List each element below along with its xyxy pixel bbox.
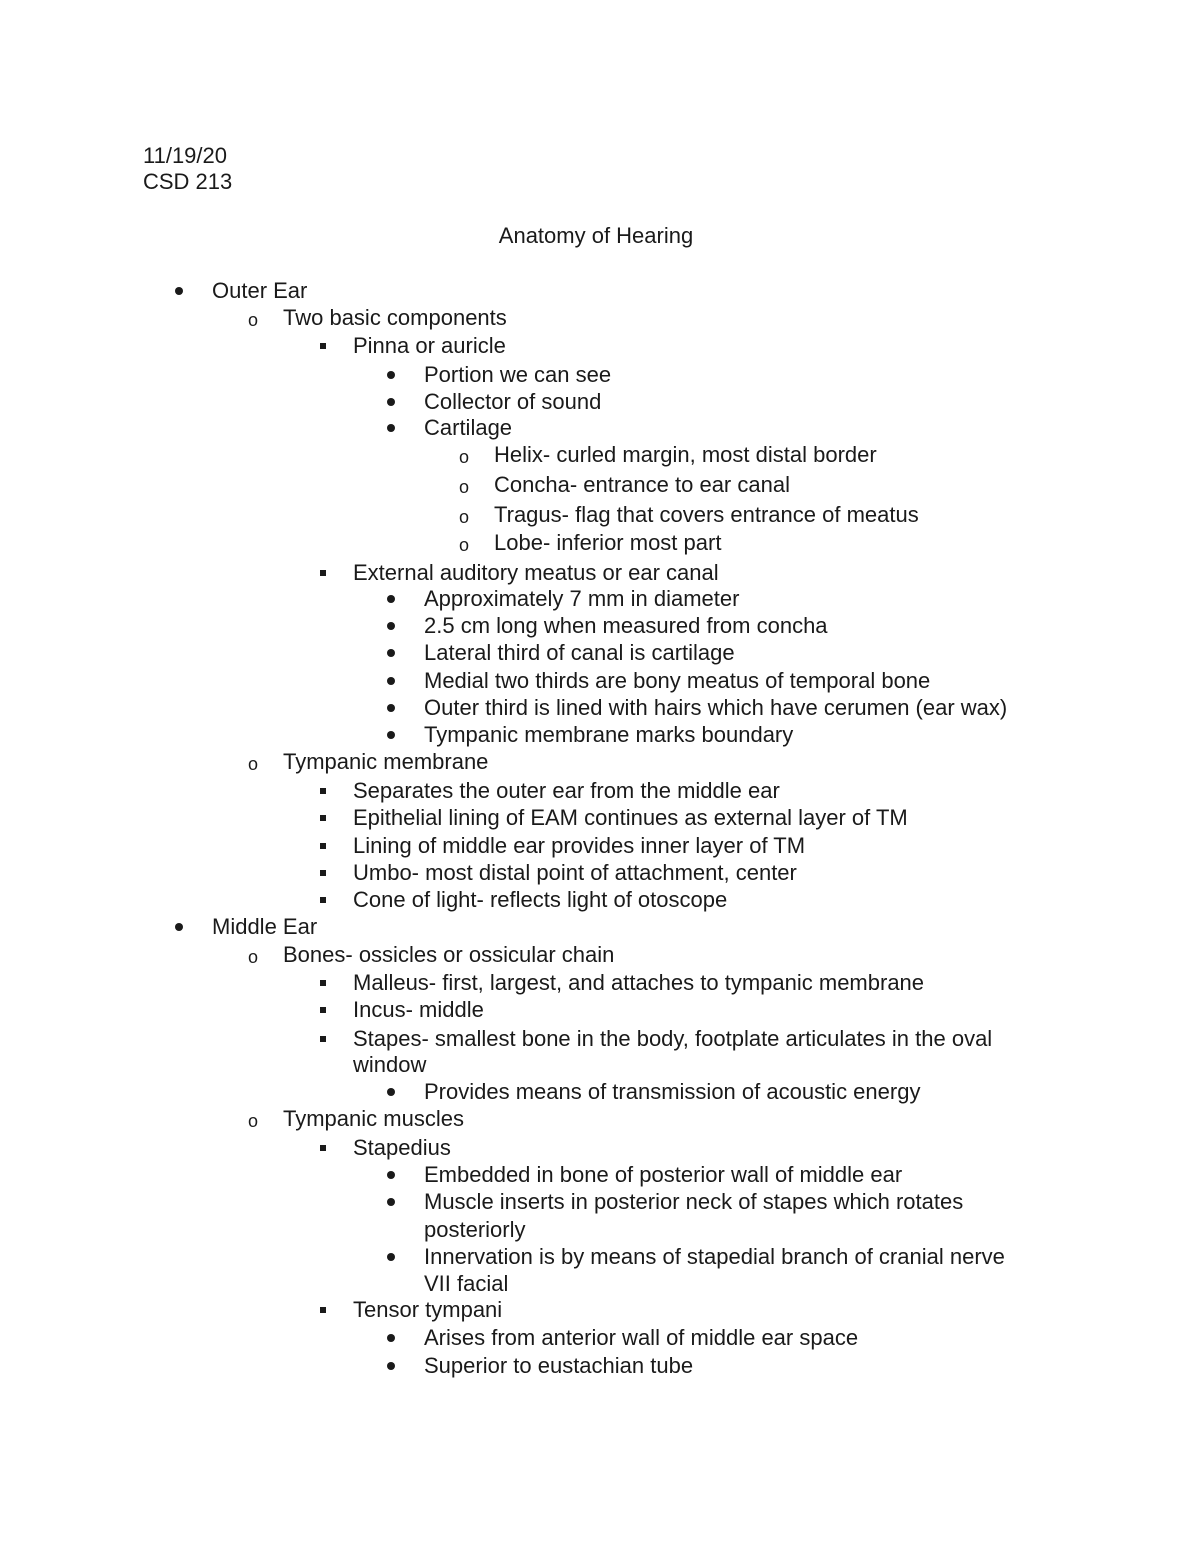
list-item: Medial two thirds are bony meatus of temporal bone — [424, 668, 931, 693]
document-title: Anatomy of Hearing — [498, 223, 694, 248]
list-item: Outer Ear — [212, 278, 308, 303]
square-bullet-icon — [320, 570, 326, 576]
square-bullet-icon — [320, 788, 326, 794]
list-item: Cone of light- reflects light of otoscope — [353, 887, 728, 912]
list-item: Pinna or auricle — [353, 333, 506, 358]
circle-bullet-icon: o — [459, 535, 470, 555]
list-item: Concha- entrance to ear canal — [494, 472, 790, 497]
circle-bullet-icon: o — [248, 754, 259, 774]
disc-bullet-icon — [175, 287, 183, 295]
disc-bullet-icon — [387, 1198, 395, 1206]
list-item: Outer third is lined with hairs which have cerumen (ear wax) — [424, 695, 1008, 720]
square-bullet-icon — [320, 343, 326, 349]
date: 11/19/20 — [143, 143, 228, 168]
disc-bullet-icon — [387, 595, 395, 603]
list-item: Embedded in bone of posterior wall of middle ear — [424, 1162, 903, 1187]
course-code: CSD 213 — [143, 169, 233, 194]
list-item: Muscle inserts in posterior neck of stapes which rotates — [424, 1189, 964, 1214]
square-bullet-icon — [320, 870, 326, 876]
list-item: Lining of middle ear provides inner layer of TM — [353, 833, 806, 858]
square-bullet-icon — [320, 815, 326, 821]
circle-bullet-icon: o — [459, 507, 470, 527]
list-item: Incus- middle — [353, 997, 484, 1022]
disc-bullet-icon — [387, 1362, 395, 1370]
disc-bullet-icon — [387, 649, 395, 657]
disc-bullet-icon — [387, 1171, 395, 1179]
square-bullet-icon — [320, 980, 326, 986]
list-item: window — [353, 1052, 427, 1077]
disc-bullet-icon — [387, 731, 395, 739]
list-item: Innervation is by means of stapedial branch of cranial nerve — [424, 1244, 1005, 1269]
list-item: Approximately 7 mm in diameter — [424, 586, 740, 611]
disc-bullet-icon — [175, 923, 183, 931]
list-item: Tympanic membrane marks boundary — [424, 722, 794, 747]
disc-bullet-icon — [387, 677, 395, 685]
list-item: Lateral third of canal is cartilage — [424, 640, 735, 665]
square-bullet-icon — [320, 1307, 326, 1313]
circle-bullet-icon: o — [248, 310, 259, 330]
list-item: Tympanic muscles — [283, 1106, 464, 1131]
list-item: Umbo- most distal point of attachment, center — [353, 860, 797, 885]
list-item: Bones- ossicles or ossicular chain — [283, 942, 615, 967]
list-item: Malleus- first, largest, and attaches to tympanic membrane — [353, 970, 925, 995]
disc-bullet-icon — [387, 371, 395, 379]
disc-bullet-icon — [387, 704, 395, 712]
list-item: Tensor tympani — [353, 1297, 503, 1322]
circle-bullet-icon: o — [459, 447, 470, 467]
disc-bullet-icon — [387, 1088, 395, 1096]
square-bullet-icon — [320, 897, 326, 903]
list-item: Cartilage — [424, 415, 513, 440]
list-item: Epithelial lining of EAM continues as external layer of TM — [353, 805, 908, 830]
square-bullet-icon — [320, 1007, 326, 1013]
disc-bullet-icon — [387, 1253, 395, 1261]
disc-bullet-icon — [387, 398, 395, 406]
list-item: Tragus- flag that covers entrance of meatus — [494, 502, 919, 527]
list-item: Collector of sound — [424, 389, 602, 414]
circle-bullet-icon: o — [248, 1111, 259, 1131]
disc-bullet-icon — [387, 424, 395, 432]
list-item: Helix- curled margin, most distal border — [494, 442, 877, 467]
square-bullet-icon — [320, 1145, 326, 1151]
disc-bullet-icon — [387, 622, 395, 630]
list-item: Stapes- smallest bone in the body, footplate articulates in the oval — [353, 1026, 993, 1051]
circle-bullet-icon: o — [248, 947, 259, 967]
list-item: Superior to eustachian tube — [424, 1353, 694, 1378]
list-item: Arises from anterior wall of middle ear space — [424, 1325, 859, 1350]
circle-bullet-icon: o — [459, 477, 470, 497]
list-item: Two basic components — [283, 305, 507, 330]
list-item: 2.5 cm long when measured from concha — [424, 613, 828, 638]
list-item: Separates the outer ear from the middle ear — [353, 778, 780, 803]
square-bullet-icon — [320, 1036, 326, 1042]
list-item: Provides means of transmission of acoustic energy — [424, 1079, 921, 1104]
list-item: posteriorly — [424, 1217, 526, 1242]
list-item: Middle Ear — [212, 914, 318, 939]
disc-bullet-icon — [387, 1334, 395, 1342]
list-item: Lobe- inferior most part — [494, 530, 722, 555]
list-item: Stapedius — [353, 1135, 451, 1160]
list-item: External auditory meatus or ear canal — [353, 560, 719, 585]
list-item: Portion we can see — [424, 362, 612, 387]
list-item: Tympanic membrane — [283, 749, 489, 774]
list-item: VII facial — [424, 1271, 509, 1296]
square-bullet-icon — [320, 843, 326, 849]
